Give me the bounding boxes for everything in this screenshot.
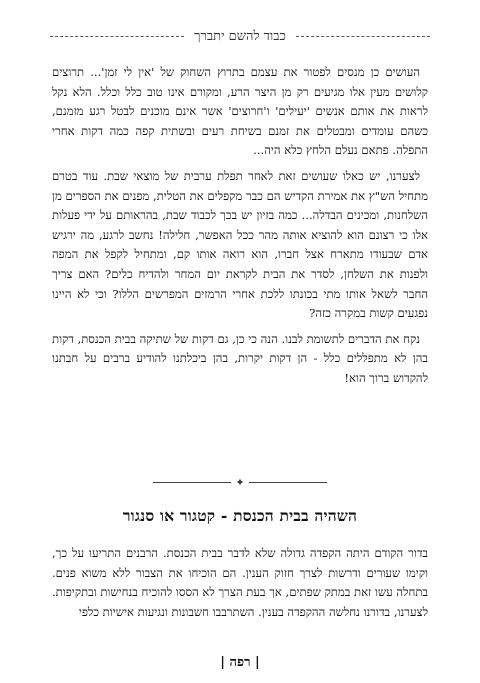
paragraph-1: העושים כן מנסים לפטור את עצמם בתרוץ השחוק של 'אין לי זמן'... תרוצים קלושים מעין אלו מגיעים רק מן היצר הרע, ומקורם אינו טוב כלל וכלל. הלא נקל לראות את אותם אנשים 'יעילים' ו'חרוצים' אשר אינם מוכנים לבטל רגע מזמנם, כשהם עומדים ומבטלים את זמנם בשיחת רעים ובשתית קפה כמה דקות אחרי התפלה. פתאם נעלם הלחץ כלא היה...	[52, 65, 428, 158]
page-number: | רפה |	[220, 655, 260, 670]
paragraph-3: נקח את הדברים לתשומת לבנו. הנה כי כן, גם דקות של שתיקה בבית הכנסת, דקות בהן לא מתפללים כלל - הן דקות יקרות, בהן ביכלתנו להודיע ברבים על חבתנו להקדוש ברוך הוא!	[52, 331, 428, 385]
divider-ornament-icon: ✦	[235, 476, 245, 489]
main-text	[52, 63, 428, 395]
section-title: השהיה בבית הכנסת - קטגור או סנגור	[122, 506, 358, 525]
header-rule-left	[50, 36, 184, 37]
divider-line-left	[153, 482, 231, 483]
paragraph-2: לצערנו, יש כאלו שעושים זאת לאחר תפלת ערבית של מוצאי שבת. עוד בטרם מתחיל הש"ץ את אמירת הקדיש הם כבר מקפלים את הטלית, מפנים את הספרים מן השלחנות, ומכינים הבדלה... כמה בזיון יש בכך לכבוד שבת, בהראותם על ידי פעלות אלו כי רצונם הוא להוציא אותה מהר ככל האפשר, חלילה! נחשב לרגע, מה ירגיש אדם שבעודו מתארח אצל חברו, הוא רואה אותו קם, ומתחיל לקפל את המפה ולפנות את השלחן, לסדר את הבית לקראת יום המחר ולהדיח כלים? האם צריך החבר לשאל אותו מתי בכונתו ללכת אחרי הרמזים המפרשים הללו? וכי לא היינו נפגעים קשות במקרה כזה?	[52, 168, 428, 321]
section-paragraph: בדור הקודם היתה הקפדה גדולה שלא לדבר בבית הכנסת. הרבנים התריעו על כך, וקימו שעורים ודרשות לצרך חזוק הענין. הם הוכיחו את הצבור ללא משוא פנים. בתחלה עשו זאת במתק שפתים, אך בעת הצרך לא הססו להוכיח בנחישות ובתקיפות. לצערנו, בדורנו נחלשה ההקפדה בענין. השתרבבו חשבונות ונגיעות אישיות כלפי	[52, 546, 428, 619]
running-header	[50, 28, 430, 44]
section-divider	[0, 476, 480, 489]
header-rule-right	[296, 36, 430, 37]
header-title: כבוד להשם יתברך	[194, 29, 286, 44]
section-text	[52, 544, 428, 622]
divider-line-right	[249, 482, 327, 483]
